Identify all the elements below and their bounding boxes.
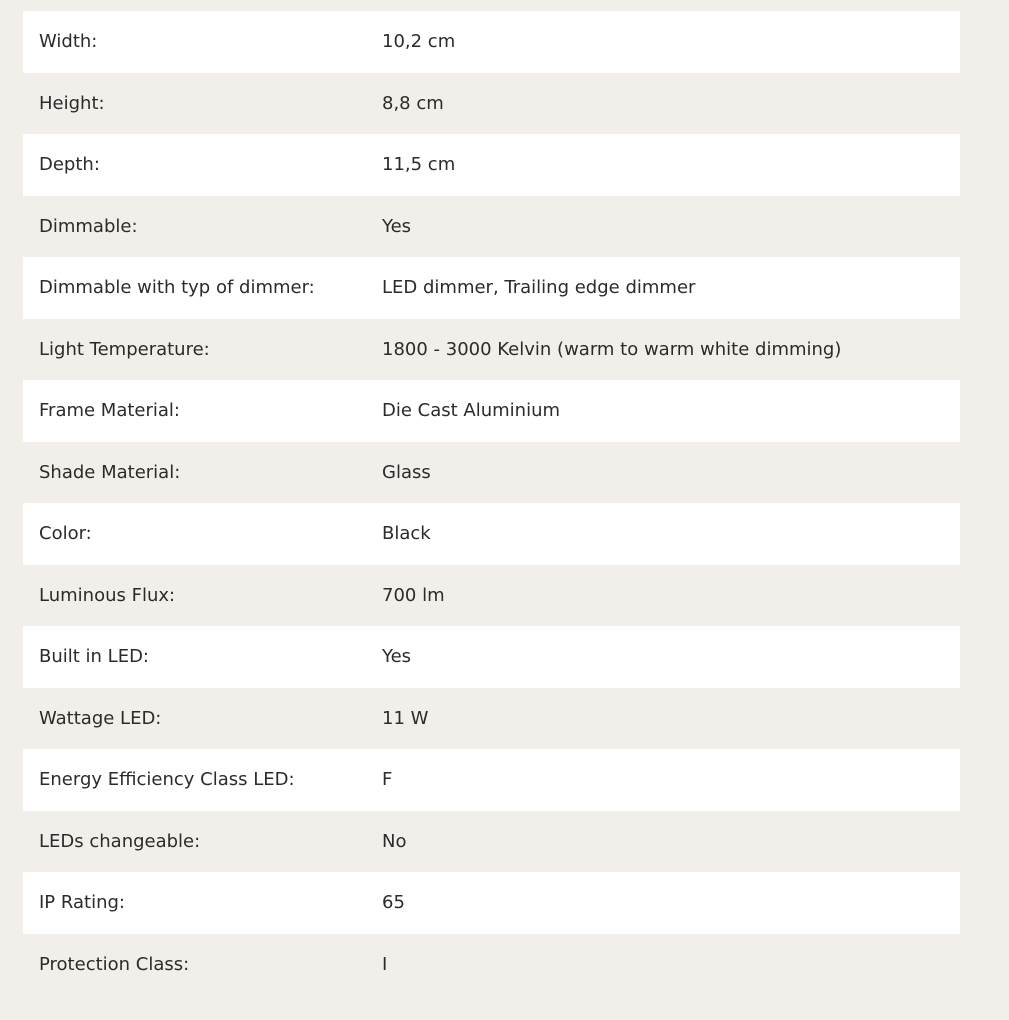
spec-table [23, 11, 960, 995]
spec-row-energy-efficiency [23, 749, 960, 811]
spec-label: Color: [39, 523, 92, 545]
spec-row-color [23, 503, 960, 565]
spec-label: Height: [39, 92, 105, 114]
spec-label: Width: [39, 31, 98, 53]
spec-row-protection-class [23, 934, 960, 996]
spec-value: 10,2 cm [382, 31, 456, 53]
spec-value: Glass [382, 461, 431, 483]
spec-label: Dimmable with typ of dimmer: [39, 277, 315, 299]
spec-value: 1800 - 3000 Kelvin (warm to warm white dimming) [382, 338, 842, 360]
spec-row-leds-changeable [23, 811, 960, 873]
spec-label: Shade Material: [39, 461, 181, 483]
spec-row-shade-material [23, 442, 960, 504]
spec-label: Luminous Flux: [39, 584, 176, 606]
spec-row-depth [23, 134, 960, 196]
spec-label: Built in LED: [39, 646, 149, 668]
spec-value: 11,5 cm [382, 154, 456, 176]
spec-value: No [382, 830, 407, 852]
spec-row-dimmer-type [23, 257, 960, 319]
spec-label: Energy Efficiency Class LED: [39, 769, 295, 791]
spec-label: Light Temperature: [39, 338, 210, 360]
spec-value: 11 W [382, 707, 429, 729]
spec-value: 700 lm [382, 584, 445, 606]
spec-row-wattage-led [23, 688, 960, 750]
spec-row-width [23, 11, 960, 73]
spec-value: F [382, 769, 393, 791]
spec-label: LEDs changeable: [39, 830, 201, 852]
spec-value: 65 [382, 892, 405, 914]
spec-value: Yes [382, 215, 412, 237]
spec-label: Frame Material: [39, 400, 180, 422]
spec-value: Yes [382, 646, 412, 668]
spec-value: I [382, 953, 388, 975]
spec-row-dimmable [23, 196, 960, 258]
spec-row-built-in-led [23, 626, 960, 688]
spec-value: LED dimmer, Trailing edge dimmer [382, 277, 696, 299]
spec-row-height [23, 73, 960, 135]
spec-label: Protection Class: [39, 953, 190, 975]
spec-row-light-temperature [23, 319, 960, 381]
spec-value: Black [382, 523, 431, 545]
spec-label: Wattage LED: [39, 707, 162, 729]
spec-value: Die Cast Aluminium [382, 400, 561, 422]
spec-label: IP Rating: [39, 892, 125, 914]
spec-label: Depth: [39, 154, 100, 176]
spec-label: Dimmable: [39, 215, 138, 237]
spec-row-luminous-flux [23, 565, 960, 627]
spec-value: 8,8 cm [382, 92, 444, 114]
spec-row-frame-material [23, 380, 960, 442]
spec-row-ip-rating [23, 872, 960, 934]
